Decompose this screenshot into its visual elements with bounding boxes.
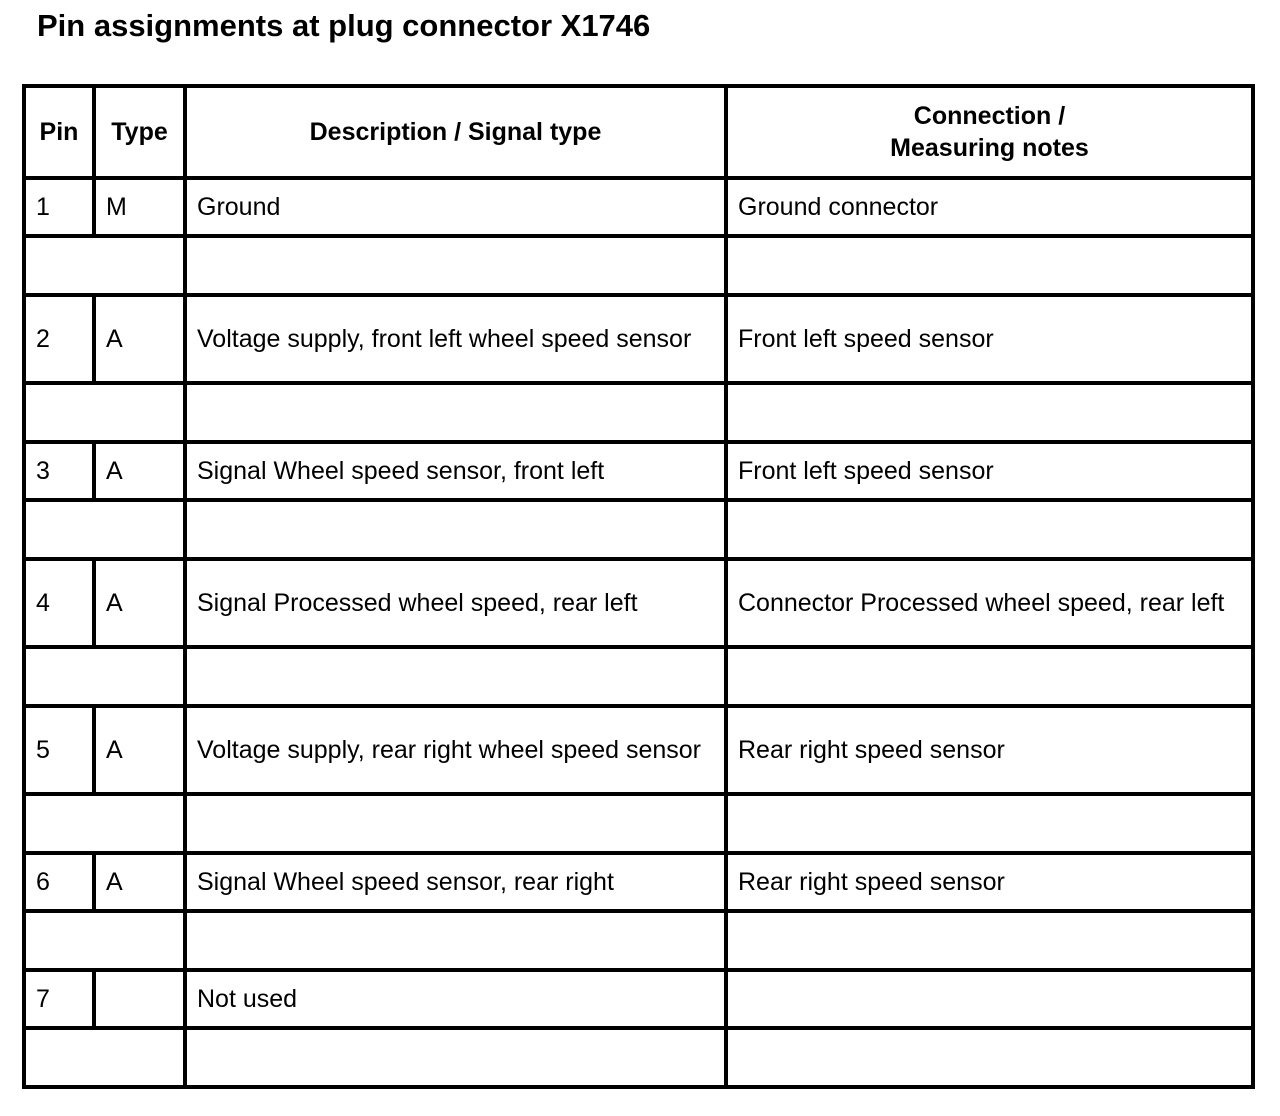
spacer-cell xyxy=(185,236,726,295)
type-cell: A xyxy=(94,295,185,383)
spacer-cell xyxy=(726,500,1253,559)
description-cell: Voltage supply, front left wheel speed sensor xyxy=(185,295,726,383)
type-cell: A xyxy=(94,442,185,500)
spacer-cell xyxy=(185,1028,726,1087)
description-cell: Voltage supply, rear right wheel speed sensor xyxy=(185,706,726,794)
pin-cell: 7 xyxy=(24,970,94,1028)
spacer-cell xyxy=(726,911,1253,970)
type-cell: A xyxy=(94,706,185,794)
header-connection-line2: Measuring notes xyxy=(890,134,1089,162)
table-row xyxy=(24,970,1253,1028)
description-cell: Ground xyxy=(185,178,726,236)
spacer-cell xyxy=(24,911,185,970)
pin-cell: 6 xyxy=(24,853,94,911)
connection-cell: Connector Processed wheel speed, rear left xyxy=(726,559,1253,647)
connection-cell: Ground connector xyxy=(726,178,1253,236)
pin-cell: 2 xyxy=(24,295,94,383)
table-row xyxy=(24,559,1253,647)
spacer-row xyxy=(24,911,1253,970)
pin-assignment-table xyxy=(22,84,1255,1089)
table-row xyxy=(24,442,1253,500)
spacer-cell xyxy=(726,647,1253,706)
spacer-cell xyxy=(185,647,726,706)
type-cell: A xyxy=(94,559,185,647)
document-title: Pin assignments at plug connector X1746 xyxy=(37,8,651,43)
spacer-cell xyxy=(24,236,185,295)
table-row xyxy=(24,295,1253,383)
header-connection-line1: Connection / xyxy=(913,102,1066,130)
spacer-cell xyxy=(726,794,1253,853)
spacer-cell xyxy=(726,383,1253,442)
pin-cell: 3 xyxy=(24,442,94,500)
pin-cell: 5 xyxy=(24,706,94,794)
spacer-row xyxy=(24,236,1253,295)
table-row xyxy=(24,178,1253,236)
connection-cell: Rear right speed sensor xyxy=(726,706,1253,794)
spacer-cell xyxy=(185,500,726,559)
type-cell: A xyxy=(94,853,185,911)
connection-cell: Front left speed sensor xyxy=(726,442,1253,500)
spacer-row xyxy=(24,500,1253,559)
spacer-cell xyxy=(24,500,185,559)
spacer-cell xyxy=(726,236,1253,295)
connection-cell: Front left speed sensor xyxy=(726,295,1253,383)
spacer-cell xyxy=(185,911,726,970)
spacer-cell xyxy=(185,383,726,442)
spacer-row xyxy=(24,383,1253,442)
pin-cell: 4 xyxy=(24,559,94,647)
spacer-cell xyxy=(24,383,185,442)
header-description: Description / Signal type xyxy=(185,86,726,178)
type-cell: M xyxy=(94,178,185,236)
header-pin: Pin xyxy=(24,86,94,178)
table-row xyxy=(24,853,1253,911)
spacer-cell xyxy=(24,647,185,706)
spacer-cell xyxy=(726,1028,1253,1087)
description-cell: Not used xyxy=(185,970,726,1028)
description-cell: Signal Wheel speed sensor, rear right xyxy=(185,853,726,911)
connection-cell xyxy=(726,970,1253,1028)
header-connection xyxy=(726,86,1253,178)
spacer-cell xyxy=(24,1028,185,1087)
type-cell xyxy=(94,970,185,1028)
description-cell: Signal Wheel speed sensor, front left xyxy=(185,442,726,500)
spacer-cell xyxy=(185,794,726,853)
connection-cell: Rear right speed sensor xyxy=(726,853,1253,911)
description-cell: Signal Processed wheel speed, rear left xyxy=(185,559,726,647)
table-row xyxy=(24,706,1253,794)
pin-cell: 1 xyxy=(24,178,94,236)
spacer-cell xyxy=(24,794,185,853)
header-type: Type xyxy=(94,86,185,178)
spacer-row xyxy=(24,1028,1253,1087)
spacer-row xyxy=(24,647,1253,706)
table-header-row xyxy=(24,86,1253,178)
spacer-row xyxy=(24,794,1253,853)
